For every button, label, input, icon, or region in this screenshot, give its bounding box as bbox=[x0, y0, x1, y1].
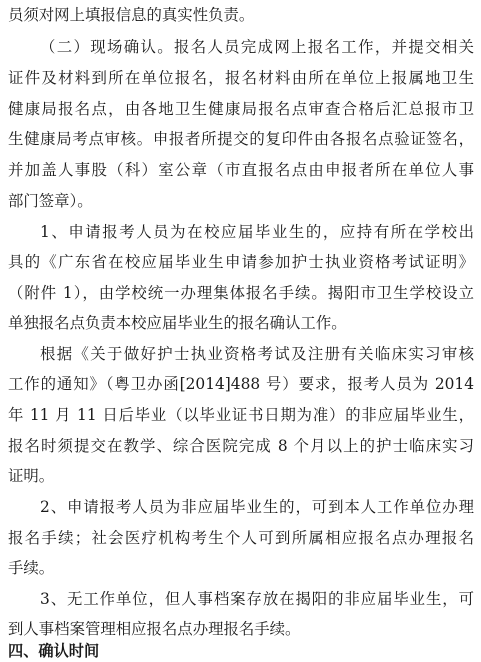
text-line: 证件及材料到所在单位报名，报名材料由所在单位上报属地卫生 bbox=[8, 69, 474, 87]
text-line: 3、无工作单位，但人事档案存放在揭阳的非应届毕业生，可 bbox=[40, 590, 474, 608]
text-line: 单独报名点负责本校应届毕业生的报名确认工作。 bbox=[8, 314, 347, 332]
text-line: 员须对网上填报信息的真实性负责。 bbox=[8, 6, 255, 24]
text-line: 并加盖人事股（科）室公章（市直报名点由申报者所在单位人事 bbox=[8, 161, 474, 179]
text-line: 生健康局考点审核。申报者所提交的复印件由各报名点验证签名， bbox=[8, 130, 474, 148]
text-line: 报名手续；社会医疗机构考生个人可到所属相应报名点办理报名 bbox=[8, 529, 474, 547]
text-line: 具的《广东省在校应届毕业生申请参加护士执业资格考试证明》 bbox=[8, 253, 474, 271]
text-line: 年 11 月 11 日后毕业（以毕业证书日期为准）的非应届毕业生， bbox=[8, 406, 474, 424]
text-line: 工作的通知》（粤卫办函[2014]488 号）要求，报考人员为 2014 bbox=[8, 375, 474, 393]
text-line: 根据《关于做好护士执业资格考试及注册有关临床实习审核 bbox=[40, 345, 474, 363]
text-line: （附件 1），由学校统一办理集体报名手续。揭阳市卫生学校设立 bbox=[8, 284, 474, 302]
text-line: 2、申请报考人员为非应届毕业生的，可到本人工作单位办理 bbox=[40, 498, 474, 516]
section-heading: 四、确认时间 bbox=[8, 642, 100, 660]
text-line: 部门签章）。 bbox=[8, 192, 93, 210]
text-line: 1、申请报考人员为在校应届毕业生的，应持有所在学校出 bbox=[40, 223, 474, 241]
text-line: 健康局报名点，由各地卫生健康局报名点审查合格后汇总报市卫 bbox=[8, 100, 474, 118]
text-line: （二）现场确认。报名人员完成网上报名工作，并提交相关 bbox=[40, 38, 474, 56]
text-line: 报名时须提交在教学、综合医院完成 8 个月以上的护士临床实习 bbox=[8, 437, 474, 455]
text-line: 手续。 bbox=[8, 559, 55, 577]
text-line: 证明。 bbox=[8, 467, 55, 485]
text-line: 到人事档案管理相应报名点办理报名手续。 bbox=[8, 620, 301, 638]
